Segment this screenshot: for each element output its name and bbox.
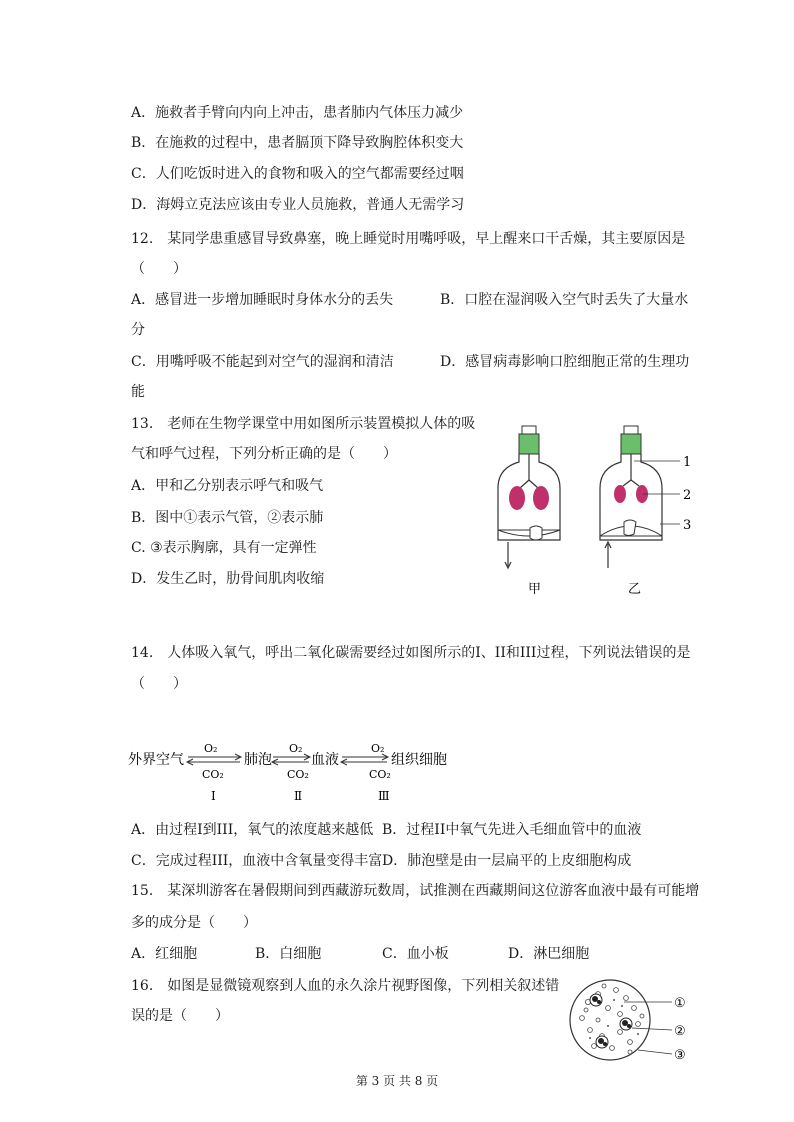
- q12-option-d: D．感冒病毒影响口腔细胞正常的生理功: [440, 354, 690, 370]
- q13-option-b: B．图中①表示气管，②表示肺: [131, 510, 324, 526]
- q12-option-a: A．感冒进一步增加睡眠时身体水分的丢失: [131, 292, 394, 308]
- jar-yi: [600, 426, 691, 568]
- q12-option-c: C．用嘴呼吸不能起到对空气的湿润和清洁: [131, 354, 394, 370]
- jar-jia: [498, 426, 560, 568]
- q14-stem-bracket: （ ）: [131, 676, 187, 692]
- q11-option-d: D．海姆立克法应该由专业人员施救，普通人无需学习: [131, 197, 465, 213]
- label-1: 1: [683, 455, 692, 470]
- svg-text:CO₂: CO₂: [287, 768, 309, 781]
- q15-option-d: D．淋巴细胞: [508, 946, 590, 962]
- microscope-field: [570, 980, 650, 1060]
- q14-option-c: C．完成过程III，血液中含氧量变得丰富: [131, 853, 383, 869]
- node-alveoli: 肺泡: [244, 752, 272, 768]
- svg-text:O₂: O₂: [371, 742, 385, 755]
- q12-stem: 12. 某同学患重感冒导致鼻塞，晚上睡觉时用嘴呼吸，早上醒来口干舌燥，其主要原因是: [131, 231, 686, 247]
- svg-text:CO₂: CO₂: [202, 768, 224, 781]
- label-circle-1: ①: [674, 996, 686, 1011]
- q15-stem: 15. 某深圳游客在暑假期间到西藏游玩数周，试推测在西藏期间这位游客血液中最有可能增: [131, 883, 700, 899]
- q15-option-a: A．红细胞: [131, 946, 198, 962]
- svg-text:CO₂: CO₂: [369, 768, 391, 781]
- node-blood: 血液: [311, 752, 339, 768]
- q16-stem-cont: 误的是（ ）: [131, 1008, 229, 1024]
- blood-smear-figure: [568, 972, 698, 1070]
- gas-exchange-diagram: [128, 736, 488, 808]
- q12-option-d-cont: 能: [131, 384, 145, 400]
- q13-stem: 13. 老师在生物学课堂中用如图所示装置模拟人体的吸: [131, 416, 476, 432]
- bell-jar-figure: [490, 418, 700, 603]
- q14-option-b: B．过程II中氧气先进入毛细血管中的血液: [382, 822, 642, 838]
- exchange-arrows-2: [272, 742, 310, 803]
- q15-option-b: B．白细胞: [255, 946, 322, 962]
- roman-2: Ⅱ: [294, 789, 303, 803]
- q15-option-c: C．血小板: [382, 946, 449, 962]
- left-lung-yi: [614, 485, 626, 503]
- hand-yi: [624, 520, 636, 536]
- svg-text:O₂: O₂: [289, 742, 303, 755]
- label-yi: 乙: [628, 582, 642, 597]
- label-circle-3: ③: [674, 1048, 686, 1063]
- q13-option-d: D．发生乙时，肋骨间肌肉收缩: [131, 571, 325, 587]
- q16-stem: 16. 如图是显微镜观察到人血的永久涂片视野图像，下列相关叙述错: [131, 978, 560, 994]
- page-footer: 第 3 页 共 8 页: [355, 1074, 439, 1088]
- q13-option-c: C. ③表示胸廓，具有一定弹性: [131, 540, 317, 556]
- exchange-arrows-3: [341, 742, 391, 803]
- right-lung-jia: [533, 486, 549, 510]
- label-2: 2: [683, 488, 692, 503]
- roman-3: Ⅲ: [378, 789, 390, 803]
- node-tissue-cells: 组织细胞: [391, 752, 447, 768]
- node-outside-air: 外界空气: [128, 752, 184, 768]
- label-3: 3: [683, 518, 692, 533]
- q15-stem-cont: 多的成分是（ ）: [131, 915, 257, 931]
- roman-1: Ⅰ: [211, 789, 216, 803]
- q11-option-b: B．在施救的过程中，患者膈顶下降导致胸腔体积变大: [131, 135, 464, 151]
- q14-option-d: D．肺泡壁是由一层扁平的上皮细胞构成: [382, 853, 632, 869]
- q12-option-b-cont: 分: [131, 322, 145, 338]
- q14-stem: 14. 人体吸入氧气，呼出二氧化碳需要经过如图所示的I、II和III过程，下列说法错误的是: [131, 645, 691, 661]
- hand-jia: [530, 526, 542, 540]
- exchange-arrows-1: [187, 742, 241, 803]
- q12-option-b: B．口腔在湿润吸入空气时丢失了大量水: [440, 292, 689, 308]
- svg-text:O₂: O₂: [204, 742, 218, 755]
- label-jia: 甲: [528, 582, 542, 597]
- q13-stem-cont: 气和呼气过程，下列分析正确的是（ ）: [131, 446, 397, 462]
- label-circle-2: ②: [674, 1024, 686, 1039]
- left-lung-jia: [509, 486, 525, 510]
- q14-option-a: A．由过程I到III，氧气的浓度越来越低: [131, 822, 374, 838]
- q11-option-c: C．人们吃饭时进入的食物和吸入的空气都需要经过咽: [131, 166, 464, 182]
- q11-option-a: A．施救者手臂向内向上冲击，患者肺内气体压力减少: [131, 105, 464, 121]
- q12-stem-bracket: （ ）: [131, 261, 187, 277]
- q13-option-a: A．甲和乙分别表示呼气和吸气: [131, 478, 324, 494]
